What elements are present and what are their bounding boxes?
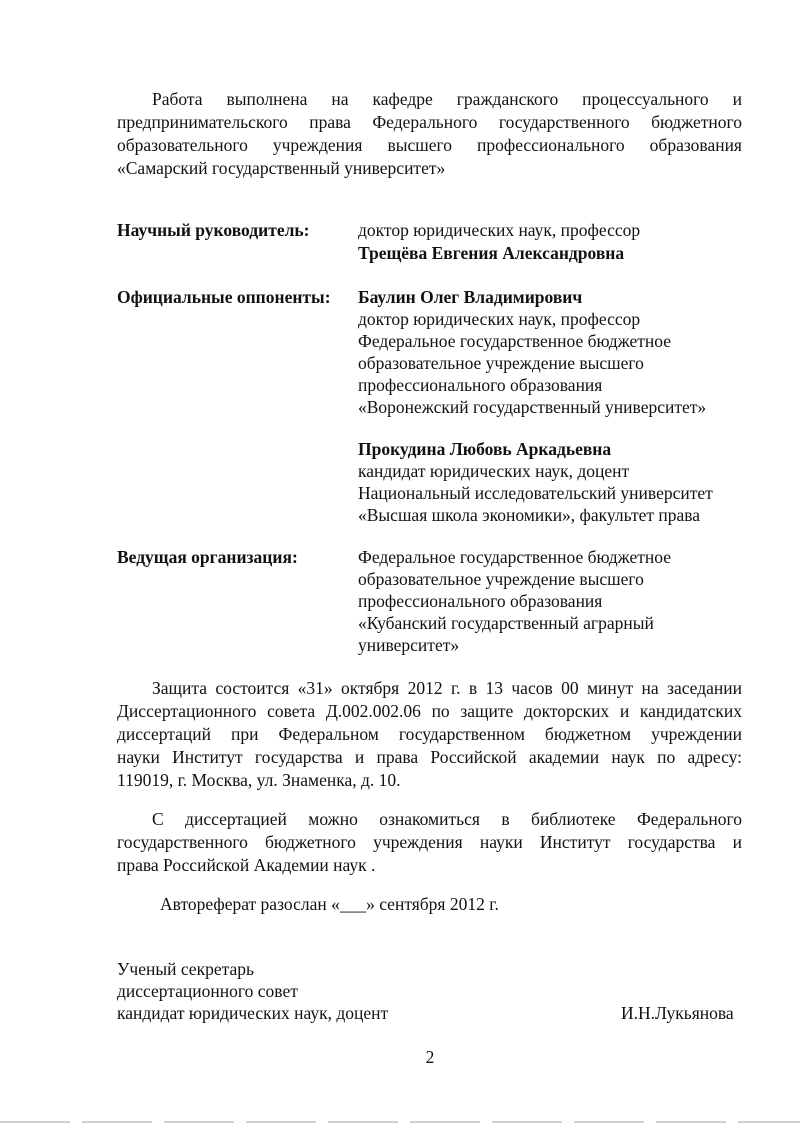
page-number: 2	[425, 1047, 435, 1067]
opponent-2-line: «Высшая школа экономики», факультет права	[358, 505, 701, 525]
secretary-line: диссертационного совет	[117, 981, 298, 1001]
opponent-2-line: кандидат юридических наук, доцент	[358, 461, 630, 481]
dispatch-notice: Автореферат разослан «___» сентября 2012 г.	[160, 894, 499, 914]
opponents-label: Официальные оппоненты:	[117, 287, 331, 307]
library-line-1: С диссертацией можно ознакомиться в библиотеке Федерального	[152, 809, 742, 829]
intro-line-3: образовательного учреждения высшего профессионального образования	[117, 135, 742, 155]
supervisor-name: Трещёва Евгения Александровна	[358, 243, 625, 263]
defense-line-5: 119019, г. Москва, ул. Знаменка, д. 10.	[117, 770, 401, 790]
leading-org-line: профессионального образования	[358, 591, 603, 611]
secretary-line: кандидат юридических наук, доцент	[117, 1003, 389, 1023]
bottom-scan-edge	[0, 1121, 800, 1123]
defense-line-2: Диссертационного совета Д.002.002.06 по защите докторских и кандидатских	[117, 701, 742, 721]
opponent-1-line: профессионального образования	[358, 375, 603, 395]
library-line-3: права Российской Академии наук .	[117, 855, 376, 875]
secretary-line: Ученый секретарь	[117, 959, 254, 979]
opponent-2-line: Национальный исследовательский университет	[358, 483, 713, 503]
leading-org-line: «Кубанский государственный аграрный	[358, 613, 654, 633]
defense-line-4: науки Институт государства и права Российской академии наук по адресу:	[117, 747, 742, 767]
library-line-2: государственного бюджетного учреждения науки Институт государства и	[117, 832, 742, 852]
leading-org-line: университет»	[358, 635, 460, 655]
defense-line-1: Защита состоится «31» октября 2012 г. в 13 часов 00 минут на заседании	[152, 678, 742, 698]
intro-line-2: предпринимательского права Федерального государственного бюджетного	[117, 112, 742, 132]
opponent-2-name: Прокудина Любовь Аркадьевна	[358, 439, 612, 459]
defense-line-3: диссертаций при Федеральном государственном бюджетном учреждении	[117, 724, 742, 744]
intro-line-4: «Самарский государственный университет»	[117, 158, 446, 178]
opponent-1-line: Федеральное государственное бюджетное	[358, 331, 671, 351]
secretary-name: И.Н.Лукьянова	[621, 1003, 734, 1023]
supervisor-degree: доктор юридических наук, профессор	[358, 220, 641, 240]
opponent-1-line: доктор юридических наук, профессор	[358, 309, 641, 329]
supervisor-label: Научный руководитель:	[117, 220, 310, 240]
opponent-1-line: образовательное учреждение высшего	[358, 353, 644, 373]
leading-org-line: образовательное учреждение высшего	[358, 569, 644, 589]
opponent-1-line: «Воронежский государственный университет»	[358, 397, 707, 417]
intro-line-1: Работа выполнена на кафедре гражданского процессуального и	[152, 89, 742, 109]
leading-org-line: Федеральное государственное бюджетное	[358, 547, 671, 567]
leading-org-label: Ведущая организация:	[117, 547, 298, 567]
opponent-1-name: Баулин Олег Владимирович	[358, 287, 583, 307]
